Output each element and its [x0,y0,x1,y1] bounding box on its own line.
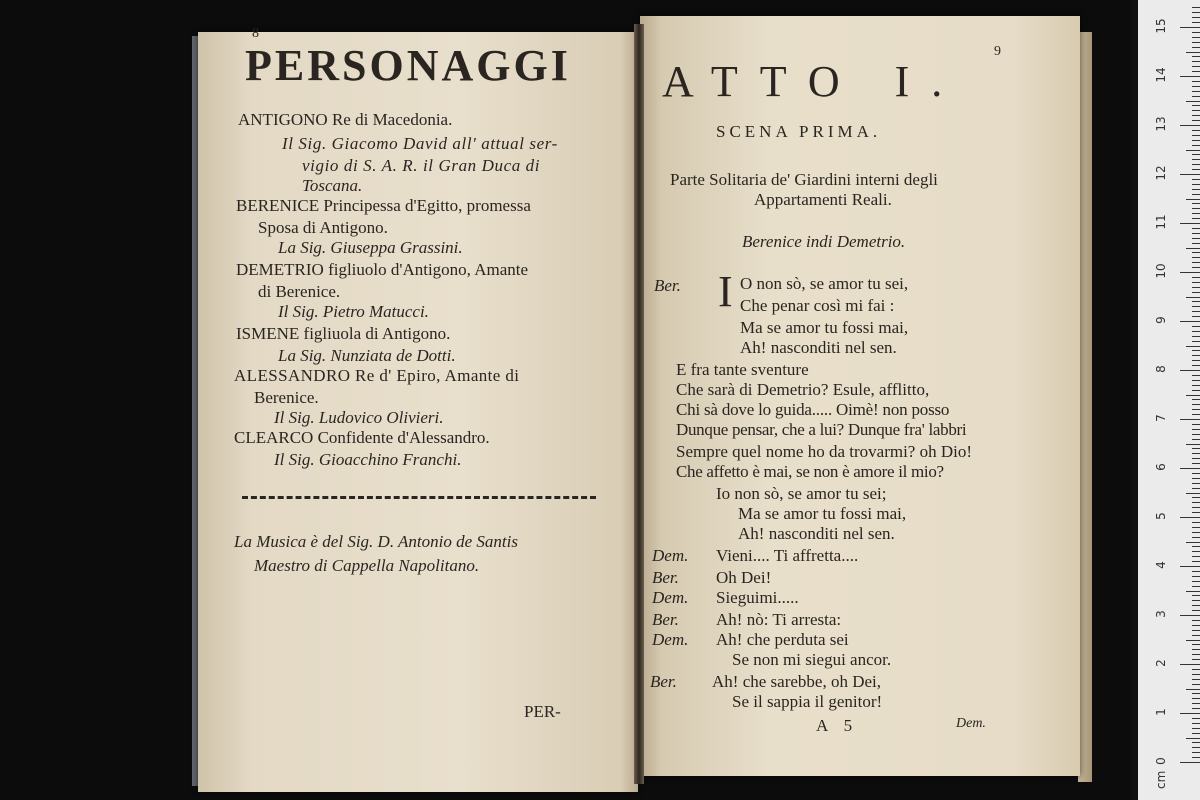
ruler-tick [1192,66,1200,67]
ruler-tick [1192,380,1200,381]
ruler-tick [1192,385,1200,386]
ruler-tick [1192,194,1200,195]
ruler-tick [1192,458,1200,459]
dialogue-line: Oh Dei! [716,568,772,587]
ruler-tick [1192,404,1200,405]
character-line: Toscana. [302,176,363,195]
ruler-tick [1192,218,1200,219]
ruler-tick [1192,674,1200,675]
ruler-tick [1192,488,1200,489]
measurement-ruler [1131,0,1200,800]
ruler-tick [1192,733,1200,734]
speaker-label: Ber. [652,610,679,629]
ruler-number: 2 [1154,659,1168,667]
character-line: Berenice. [254,388,319,407]
ruler-tick [1192,625,1200,626]
speaker-label: Ber. [650,672,677,691]
ruler-tick [1180,517,1200,518]
character-line: ISMENE figliuola di Antigono. [236,324,451,343]
left-catchword: PER- [524,702,561,721]
recit-line: Che sarà di Demetrio? Esule, afflitto, [676,380,930,399]
ruler-tick [1192,757,1200,758]
ruler-number: 8 [1154,365,1168,373]
ruler-tick [1186,199,1200,200]
ruler-tick [1192,243,1200,244]
ruler-tick [1186,738,1200,739]
book-gutter [634,24,644,784]
ruler-tick [1192,267,1200,268]
ruler-tick [1192,96,1200,97]
ruler-tick [1192,145,1200,146]
character-line: Il Sig. Ludovico Olivieri. [274,408,444,427]
music-credit: Maestro di Cappella Napolitano. [254,556,480,575]
ruler-number: 4 [1154,561,1168,569]
ruler-tick [1186,689,1200,690]
character-line: BERENICE Principessa d'Egitto, promessa [236,196,531,215]
ruler-tick [1192,527,1200,528]
ruler-tick [1192,238,1200,239]
verse-line: Ma se amor tu fossi mai, [740,318,909,337]
character-line: La Sig. Giuseppa Grassini. [278,238,463,257]
ruler-tick [1192,399,1200,400]
recit-line: Che affetto è mai, se non è amore il mio? [676,462,944,481]
ruler-number: 9 [1154,316,1168,324]
dialogue-line: Se il sappia il genitor! [732,692,883,711]
left-page-mark: 8 [252,26,259,41]
dialogue-line: Sieguimi..... [716,588,799,607]
ruler-tick [1192,571,1200,572]
ruler-tick [1192,47,1200,48]
ruler-tick [1192,233,1200,234]
ruler-tick [1192,752,1200,753]
ruler-tick [1180,664,1200,665]
page-edges [1078,32,1092,782]
ruler-tick [1192,512,1200,513]
ruler-tick [1192,331,1200,332]
ruler-tick [1192,537,1200,538]
ruler-tick [1192,159,1200,160]
character-line: La Sig. Nunziata de Dotti. [278,346,456,365]
ruler-tick [1180,566,1200,567]
ruler-tick [1192,723,1200,724]
ruler-tick [1186,640,1200,641]
aria-line: Io non sò, se amor tu sei; [716,484,887,503]
ruler-tick [1192,546,1200,547]
ruler-tick [1186,542,1200,543]
speaker-label: Ber. [654,276,681,295]
ruler-tick [1192,600,1200,601]
open-book [186,14,1092,788]
ruler-tick [1186,395,1200,396]
ruler-tick [1192,434,1200,435]
ruler-tick [1192,61,1200,62]
ruler-tick [1192,341,1200,342]
speaker-label: Dem. [652,630,689,649]
ruler-tick [1192,478,1200,479]
ruler-tick [1192,684,1200,685]
ruler-tick [1192,277,1200,278]
ruler-tick [1192,649,1200,650]
ruler-tick [1192,708,1200,709]
dialogue-line: Ah! che perduta sei [716,630,849,649]
ruler-tick [1192,365,1200,366]
ruler-edge [1131,0,1138,800]
ruler-tick [1192,630,1200,631]
ruler-tick [1180,370,1200,371]
recit-line: E fra tante sventure [676,360,809,379]
ruler-tick [1192,316,1200,317]
ruler-tick [1180,27,1200,28]
ruler-tick [1192,610,1200,611]
drop-cap: I [718,267,733,316]
ruler-tick [1192,448,1200,449]
ruler-tick [1192,306,1200,307]
ruler-tick [1192,140,1200,141]
ruler-tick [1192,105,1200,106]
ruler-tick [1192,502,1200,503]
ruler-number: 0 [1154,757,1168,765]
ruler-tick [1192,586,1200,587]
ruler-tick [1192,375,1200,376]
ruler-tick [1192,7,1200,8]
ruler-tick [1192,409,1200,410]
ruler-tick [1192,669,1200,670]
character-line: DEMETRIO figliuolo d'Antigono, Amante [236,260,529,279]
dialogue-line: Se non mi siegui ancor. [732,650,892,669]
ruler-tick [1192,130,1200,131]
ruler-tick [1192,71,1200,72]
ruler-tick [1192,56,1200,57]
ruler-number: 7 [1154,414,1168,422]
ruler-tick [1192,728,1200,729]
ruler-tick [1192,110,1200,111]
ruler-tick [1192,32,1200,33]
left-page-title: PERSONAGGI [245,41,571,90]
ruler-tick [1192,654,1200,655]
ruler-number: 6 [1154,463,1168,471]
ruler-tick [1192,169,1200,170]
ruler-tick [1186,297,1200,298]
ruler-number: 13 [1154,116,1168,132]
ruler-tick [1180,615,1200,616]
ruler-number: 1 [1154,708,1168,716]
ruler-tick [1180,174,1200,175]
ruler-tick [1192,698,1200,699]
ruler-tick [1192,179,1200,180]
ruler-tick [1192,551,1200,552]
ruler-tick [1192,659,1200,660]
ruler-tick [1192,86,1200,87]
ruler-tick [1192,287,1200,288]
character-line: ALESSANDRO Re d' Epiro, Amante di [234,366,520,385]
aria-line: Ma se amor tu fossi mai, [738,504,907,523]
ruler-tick [1192,213,1200,214]
ruler-tick [1192,208,1200,209]
speaker-label: Dem. [652,546,689,565]
ruler-number: 3 [1154,610,1168,618]
ruler-unit: cm [1154,770,1168,789]
ruler-tick [1192,507,1200,508]
ruler-tick [1186,150,1200,151]
recit-line: Dunque pensar, che a lui? Dunque fra' labbri [676,420,967,439]
ruler-tick [1180,468,1200,469]
ruler-tick [1192,581,1200,582]
ruler-tick [1192,37,1200,38]
ruler-tick [1192,497,1200,498]
ruler-tick [1192,360,1200,361]
ruler-tick [1192,326,1200,327]
character-line: di Berenice. [258,282,341,301]
music-credit: La Musica è del Sig. D. Antonio de Santis [234,532,518,551]
ruler-tick [1192,252,1200,253]
ruler-tick [1192,355,1200,356]
ruler-tick [1192,561,1200,562]
dialogue-line: Ah! che sarebbe, oh Dei, [712,672,881,691]
ruler-tick [1192,336,1200,337]
ruler-tick [1192,556,1200,557]
ruler-tick [1192,532,1200,533]
ruler-number: 5 [1154,512,1168,520]
verse-line: Che penar così mi fai : [740,296,895,315]
ruler-tick [1192,453,1200,454]
speaker-label: Ber. [652,568,679,587]
ruler-tick [1192,483,1200,484]
ruler-tick [1192,703,1200,704]
character-line: Il Sig. Gioacchino Franchi. [274,450,462,469]
ruler-tick [1180,321,1200,322]
ruler-tick [1192,350,1200,351]
ruler-tick [1192,12,1200,13]
page-number: 9 [994,44,1001,59]
aria-line: Ah! nasconditi nel sen. [738,524,895,543]
ruler-number: 15 [1154,18,1168,34]
ruler-tick [1192,81,1200,82]
ruler-tick [1192,439,1200,440]
character-line: vigio di S. A. R. il Gran Duca di [302,156,541,175]
ruler-tick [1192,620,1200,621]
ruler-tick [1192,693,1200,694]
ruler-tick [1192,22,1200,23]
ruler-tick [1192,718,1200,719]
setting-line: Appartamenti Reali. [754,190,892,209]
setting-line: Parte Solitaria de' Giardini interni degli [670,170,938,189]
signature-mark: A 5 [816,716,859,735]
ruler-tick [1192,679,1200,680]
ruler-tick [1192,644,1200,645]
ruler-tick [1192,576,1200,577]
ruler-tick [1192,742,1200,743]
ruler-tick [1192,473,1200,474]
speaker-label: Dem. [652,588,689,607]
ruler-tick [1180,76,1200,77]
ruler-number: 10 [1154,263,1168,279]
verse-line: Ah! nasconditi nel sen. [740,338,897,357]
ruler-tick [1180,713,1200,714]
decorative-rule [242,496,596,499]
dialogue-line: Vieni.... Ti affretta.... [716,546,859,565]
character-line: Il Sig. Pietro Matucci. [278,302,429,321]
ruler-tick [1192,463,1200,464]
ruler-tick [1192,42,1200,43]
ruler-tick [1192,747,1200,748]
recit-line: Chi sà dove lo guida..... Oimè! non posso [676,400,950,419]
ruler-tick [1186,493,1200,494]
ruler-number: 11 [1154,214,1168,230]
ruler-tick [1192,184,1200,185]
ruler-tick [1186,52,1200,53]
ruler-tick [1192,282,1200,283]
character-line: Sposa di Antigono. [258,218,388,237]
ruler-tick [1180,272,1200,273]
ruler-tick [1186,248,1200,249]
ruler-tick [1192,301,1200,302]
ruler-tick [1192,120,1200,121]
character-line: Il Sig. Giacomo David all' attual ser- [282,134,558,153]
ruler-number: 14 [1154,67,1168,83]
ruler-tick [1180,762,1200,763]
character-line: CLEARCO Confidente d'Alessandro. [234,428,490,447]
ruler-tick [1180,419,1200,420]
ruler-tick [1192,164,1200,165]
act-title: ATTO I. [662,57,965,106]
ruler-tick [1192,203,1200,204]
ruler-tick [1192,91,1200,92]
ruler-tick [1192,424,1200,425]
ruler-tick [1192,522,1200,523]
ruler-tick [1186,591,1200,592]
ruler-tick [1192,189,1200,190]
ruler-tick [1192,115,1200,116]
ruler-tick [1186,444,1200,445]
recit-line: Sempre quel nome ho da trovarmi? oh Dio! [676,442,973,461]
ruler-tick [1192,17,1200,18]
ruler-tick [1192,605,1200,606]
dialogue-line: Ah! nò: Ti arresta: [716,610,842,629]
ruler-tick [1192,414,1200,415]
right-catchword: Dem. [956,716,986,731]
ruler-tick [1192,228,1200,229]
ruler-number: 12 [1154,165,1168,181]
ruler-tick [1192,135,1200,136]
ruler-tick [1186,346,1200,347]
ruler-tick [1192,390,1200,391]
scene-title: SCENA PRIMA. [716,122,882,141]
ruler-tick [1192,257,1200,258]
character-line: ANTIGONO Re di Macedonia. [238,110,453,129]
ruler-tick [1186,101,1200,102]
ruler-tick [1192,262,1200,263]
ruler-tick [1192,595,1200,596]
verse-line: O non sò, se amor tu sei, [740,274,909,293]
ruler-tick [1192,292,1200,293]
ruler-tick [1180,125,1200,126]
ruler-tick [1192,635,1200,636]
ruler-tick [1192,429,1200,430]
scene-characters: Berenice indi Demetrio. [742,232,906,251]
ruler-tick [1192,311,1200,312]
ruler-tick [1192,154,1200,155]
ruler-tick [1180,223,1200,224]
